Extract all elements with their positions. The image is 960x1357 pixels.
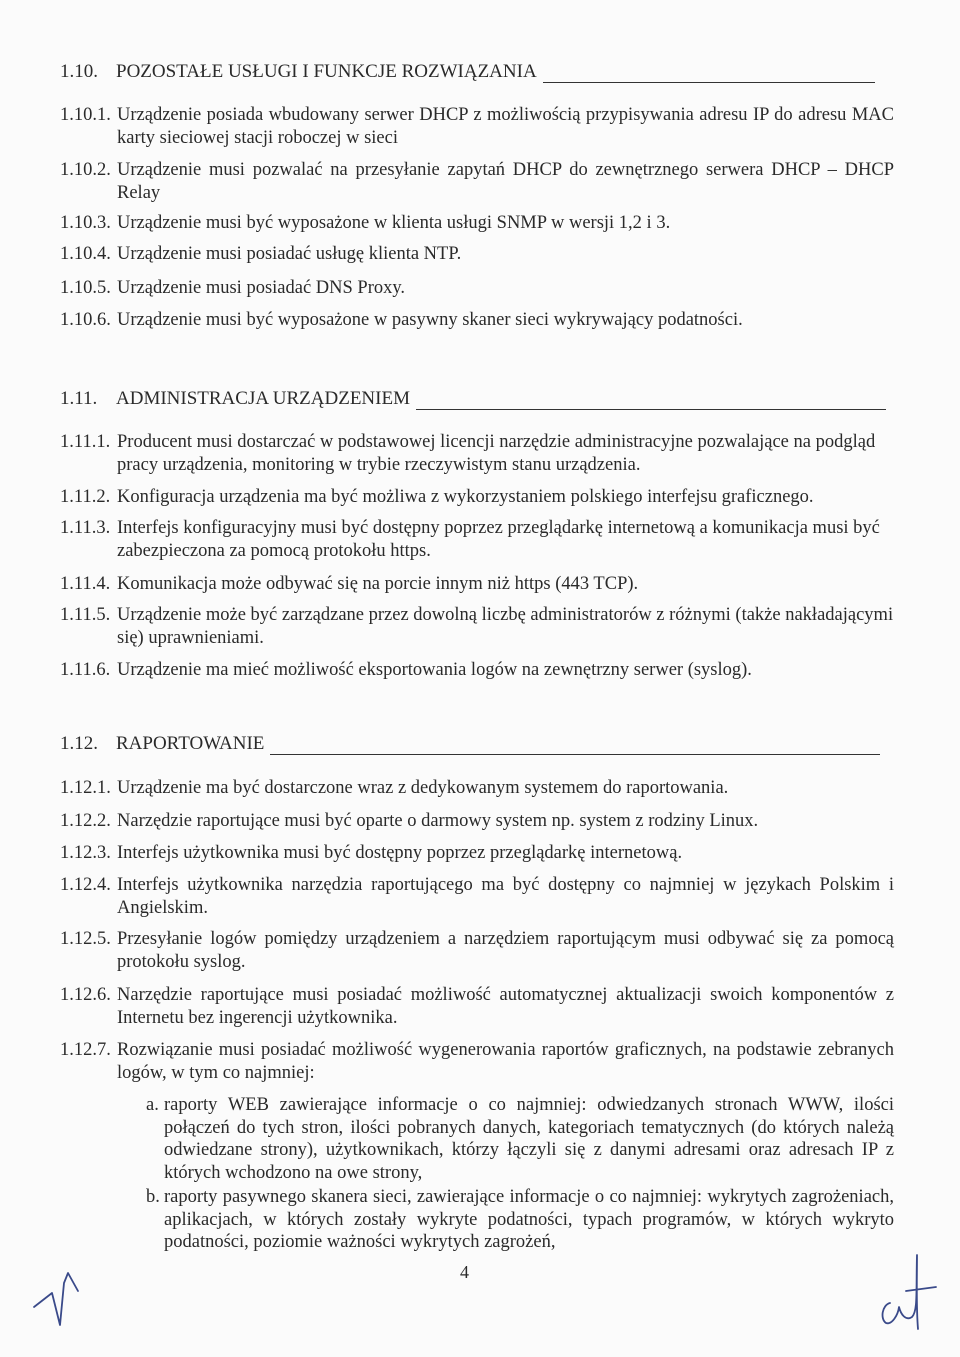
list-item [60, 1039, 894, 1084]
list-item [60, 928, 894, 973]
handwritten-initials-left [28, 1255, 108, 1335]
item-number: 1.11.2. [60, 487, 111, 507]
item-text: Interfejs konfiguracyjny musi być dostępny poprzez przeglądarkę internetową a komunikacja musi być zabezpieczona za pomocą protokołu https. [117, 518, 880, 561]
item-number: 1.11.3. [60, 518, 111, 538]
item-number: 1.10.5. [60, 278, 111, 298]
list-item [60, 659, 894, 682]
sub-list-item [146, 1094, 894, 1184]
item-text: Urządzenie musi być wyposażone w pasywny skaner sieci wykrywający podatności. [117, 310, 743, 330]
item-number: 1.10.3. [60, 213, 111, 233]
item-text: Komunikacja może odbywać się na porcie innym niż https (443 TCP). [117, 574, 639, 594]
item-number: 1.12.4. [60, 875, 111, 895]
section-number: 1.10. [60, 61, 98, 82]
list-item [60, 309, 894, 332]
item-text: Urządzenie musi posiadać usługę klienta NTP. [117, 244, 462, 264]
item-number: 1.10.6. [60, 310, 111, 330]
item-text: Urządzenie musi być wyposażone w klienta usługi SNMP w wersji 1,2 i 3. [117, 213, 671, 233]
item-text: Producent musi dostarczać w podstawowej licencji narzędzie administracyjne pozwalające na podgląd pracy urządzenia, monitoring w trybie rzeczywistym stanu urządzenia. [117, 432, 876, 475]
item-text: Urządzenie ma mieć możliwość eksportowania logów na zewnętrzny serwer (syslog). [117, 660, 752, 680]
item-text: Urządzenie ma być dostarczone wraz z dedykowanym systemem do raportowania. [117, 778, 729, 798]
list-item [60, 777, 894, 800]
item-text: Rozwiązanie musi posiadać możliwość wygenerowania raportów graficznych, na podstawie zebranych logów, w tym co najmniej: [117, 1040, 894, 1083]
sub-list-item [146, 1186, 894, 1254]
section-number: 1.12. [60, 733, 98, 754]
item-number: 1.11.6. [60, 660, 111, 680]
list-item [60, 277, 894, 300]
item-number: 1.11.4. [60, 574, 111, 594]
item-number: 1.10.2. [60, 160, 111, 180]
item-number: 1.12.6. [60, 985, 111, 1005]
list-item [60, 104, 894, 149]
list-item [60, 159, 894, 204]
list-item [60, 810, 894, 833]
item-number: 1.10.1. [60, 105, 111, 125]
sub-item-text: raporty WEB zawierające informacje o co najmniej: odwiedzanych stronach WWW, ilości połączeń do tych stron, ilości pobranych danych, kategoriach tematycznych (do których należą odwiedzane strony), użytkownikach, którzy łączyli się z danymi adresami oraz adresach IP z których wchodzono na owe strony, [164, 1095, 894, 1183]
sub-item-label: a. [146, 1095, 159, 1115]
list-item [60, 431, 894, 476]
section-heading-1-11 [60, 388, 886, 410]
section-heading-1-10 [60, 61, 875, 83]
list-item [60, 984, 894, 1029]
list-item [60, 486, 894, 509]
list-item [60, 604, 894, 649]
item-number: 1.11.5. [60, 605, 111, 625]
item-number: 1.12.7. [60, 1040, 111, 1060]
list-item [60, 517, 894, 562]
sub-item-label: b. [146, 1187, 160, 1207]
list-item [60, 243, 894, 266]
list-item [60, 573, 894, 596]
section-title: RAPORTOWANIE [116, 733, 265, 754]
list-item [60, 842, 894, 865]
section-heading-1-12 [60, 733, 880, 755]
item-text: Narzędzie raportujące musi być oparte o darmowy system np. system z rodziny Linux. [117, 811, 759, 831]
heading-underline [416, 391, 886, 410]
item-text: Interfejs użytkownika musi być dostępny poprzez przeglądarkę internetową. [117, 843, 683, 863]
list-item [60, 212, 894, 235]
item-number: 1.12.3. [60, 843, 111, 863]
item-text: Urządzenie musi pozwalać na przesyłanie zapytań DHCP do zewnętrznego serwera DHCP – DHCP Relay [117, 160, 894, 203]
item-text: Urządzenie musi posiadać DNS Proxy. [117, 278, 406, 298]
item-text: Urządzenie posiada wbudowany serwer DHCP z możliwością przypisywania adresu IP do adresu MAC karty sieciowej stacji roboczej w sieci [117, 105, 894, 148]
section-number: 1.11. [60, 388, 98, 409]
item-text: Przesyłanie logów pomiędzy urządzeniem a narzędziem raportującym musi odbywać się za pomocą protokołu syslog. [117, 929, 894, 972]
item-text: Urządzenie może być zarządzane przez dowolną liczbę administratorów z różnymi (także nakładającymi się) uprawnieniami. [117, 605, 894, 648]
heading-underline [270, 736, 880, 755]
item-text: Narzędzie raportujące musi posiadać możliwość automatycznej aktualizacji swoich komponentów z Internetu bez ingerencji użytkownika. [117, 985, 894, 1028]
page-number: 4 [460, 1262, 469, 1282]
item-number: 1.12.1. [60, 778, 111, 798]
item-text: Interfejs użytkownika narzędzia raportującego ma być dostępny co najmniej w językach Polskim i Angielskim. [117, 875, 894, 918]
handwritten-signature-right [868, 1245, 948, 1340]
section-title: ADMINISTRACJA URZĄDZENIEM [116, 388, 410, 409]
sub-item-text: raporty pasywnego skanera sieci, zawierające informacje o co najmniej: wykrytych zagrożeniach, aplikacjach, w których zostały wykryte podatności, typach programów, w których wykryto podatności, poziomie ważności wykrytych zagrożeń, [164, 1187, 894, 1252]
item-number: 1.12.5. [60, 929, 111, 949]
heading-underline [543, 64, 875, 83]
item-number: 1.11.1. [60, 432, 111, 452]
list-item [60, 874, 894, 919]
item-text: Konfiguracja urządzenia ma być możliwa z wykorzystaniem polskiego interfejsu graficznego. [117, 487, 814, 507]
item-number: 1.10.4. [60, 244, 111, 264]
section-title: POZOSTAŁE USŁUGI I FUNKCJE ROZWIĄZANIA [116, 61, 537, 82]
item-number: 1.12.2. [60, 811, 111, 831]
